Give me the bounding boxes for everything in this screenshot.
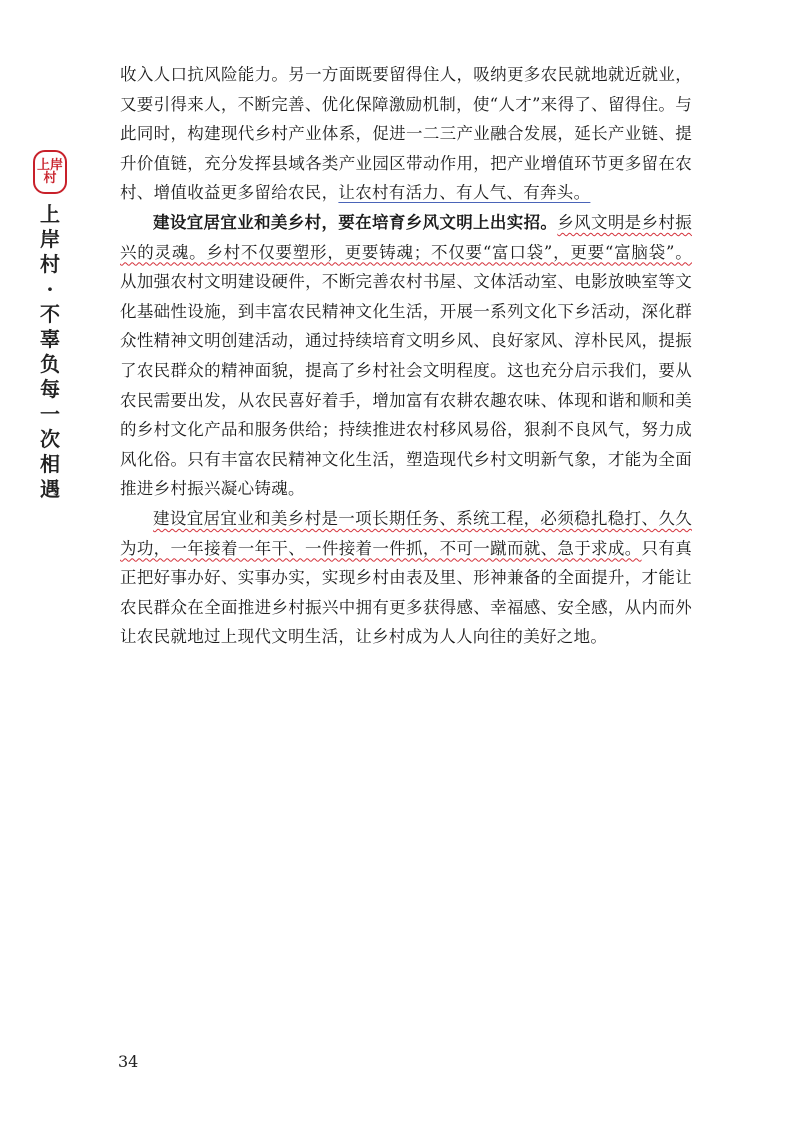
side-running-title <box>30 150 70 502</box>
paragraph-2 <box>120 208 692 504</box>
book-title-vertical: 上岸村·不辜负每一次相遇 <box>40 202 60 501</box>
paragraph-2-text: 从加强农村文明建设硬件，不断完善农村书屋、文体活动室、电影放映室等文化基础性设施，到丰富农民精神文化生活，开展一系列文化下乡活动，深化群众性精神文明创建活动，通过持续培育文明乡风、良好家风、淳朴民风，提振了农民群众的精神面貌，提高了乡村社会文明程度。这也充分启示我们，要从农民需要出发，从农民喜好着手，增加富有农耕农趣农味、体现和谐和顺和美的乡村文化产品和服务供给；持续推进农村移风易俗，狠刹不良风气，努力成风化俗。只有丰富农民精神文化生活，塑造现代乡村文明新气象，才能为全面推进乡村振兴凝心铸魂。 <box>120 272 692 499</box>
paragraph-2-heading: 建设宜居宜业和美乡村，要在培育乡风文明上出实招。 <box>153 212 558 232</box>
paragraph-3-highlight: 建设宜居宜业和美乡村是一项长期任务、系统工程，必须稳扎稳打、久久为功，一年接着一年干、一件接着一件抓，不可一蹴而就、急于求成。 <box>120 508 692 558</box>
paragraph-3-text: 只有真正把好事办好、实事办实，实现乡村由表及里、形神兼备的全面提升，才能让农民群众在全面推进乡村振兴中拥有更多获得感、幸福感、安全感，从内而外让农民就地过上现代文明生活，让乡村成为人人向往的美好之地。 <box>120 538 692 647</box>
paragraph-2-highlight: 乡风文明是乡村振兴的灵魂。乡村不仅要塑形，更要铸魂；不仅要“富口袋”，更要“富脑袋”。 <box>120 212 692 262</box>
paragraph-1-underlined: 让农村有活力、有人气、有奔头。 <box>338 183 591 203</box>
body-text <box>120 60 692 652</box>
village-seal-logo: 上岸村 <box>33 150 67 194</box>
page-number: 34 <box>118 1052 139 1071</box>
paragraph-1-text: 收入人口抗风险能力。另一方面既要留得住人，吸纳更多农民就地就近就业，又要引得来人，不断完善、优化保障激励机制，使“人才”来得了、留得住。与此同时，构建现代乡村产业体系，促进一二三产业融合发展，延长产业链、提升价值链，充分发挥县域各类产业园区带动作用，把产业增值环节更多留在农村、增值收益更多留给农民， <box>120 65 692 203</box>
paragraph-1 <box>120 60 692 208</box>
paragraph-3 <box>120 504 692 652</box>
